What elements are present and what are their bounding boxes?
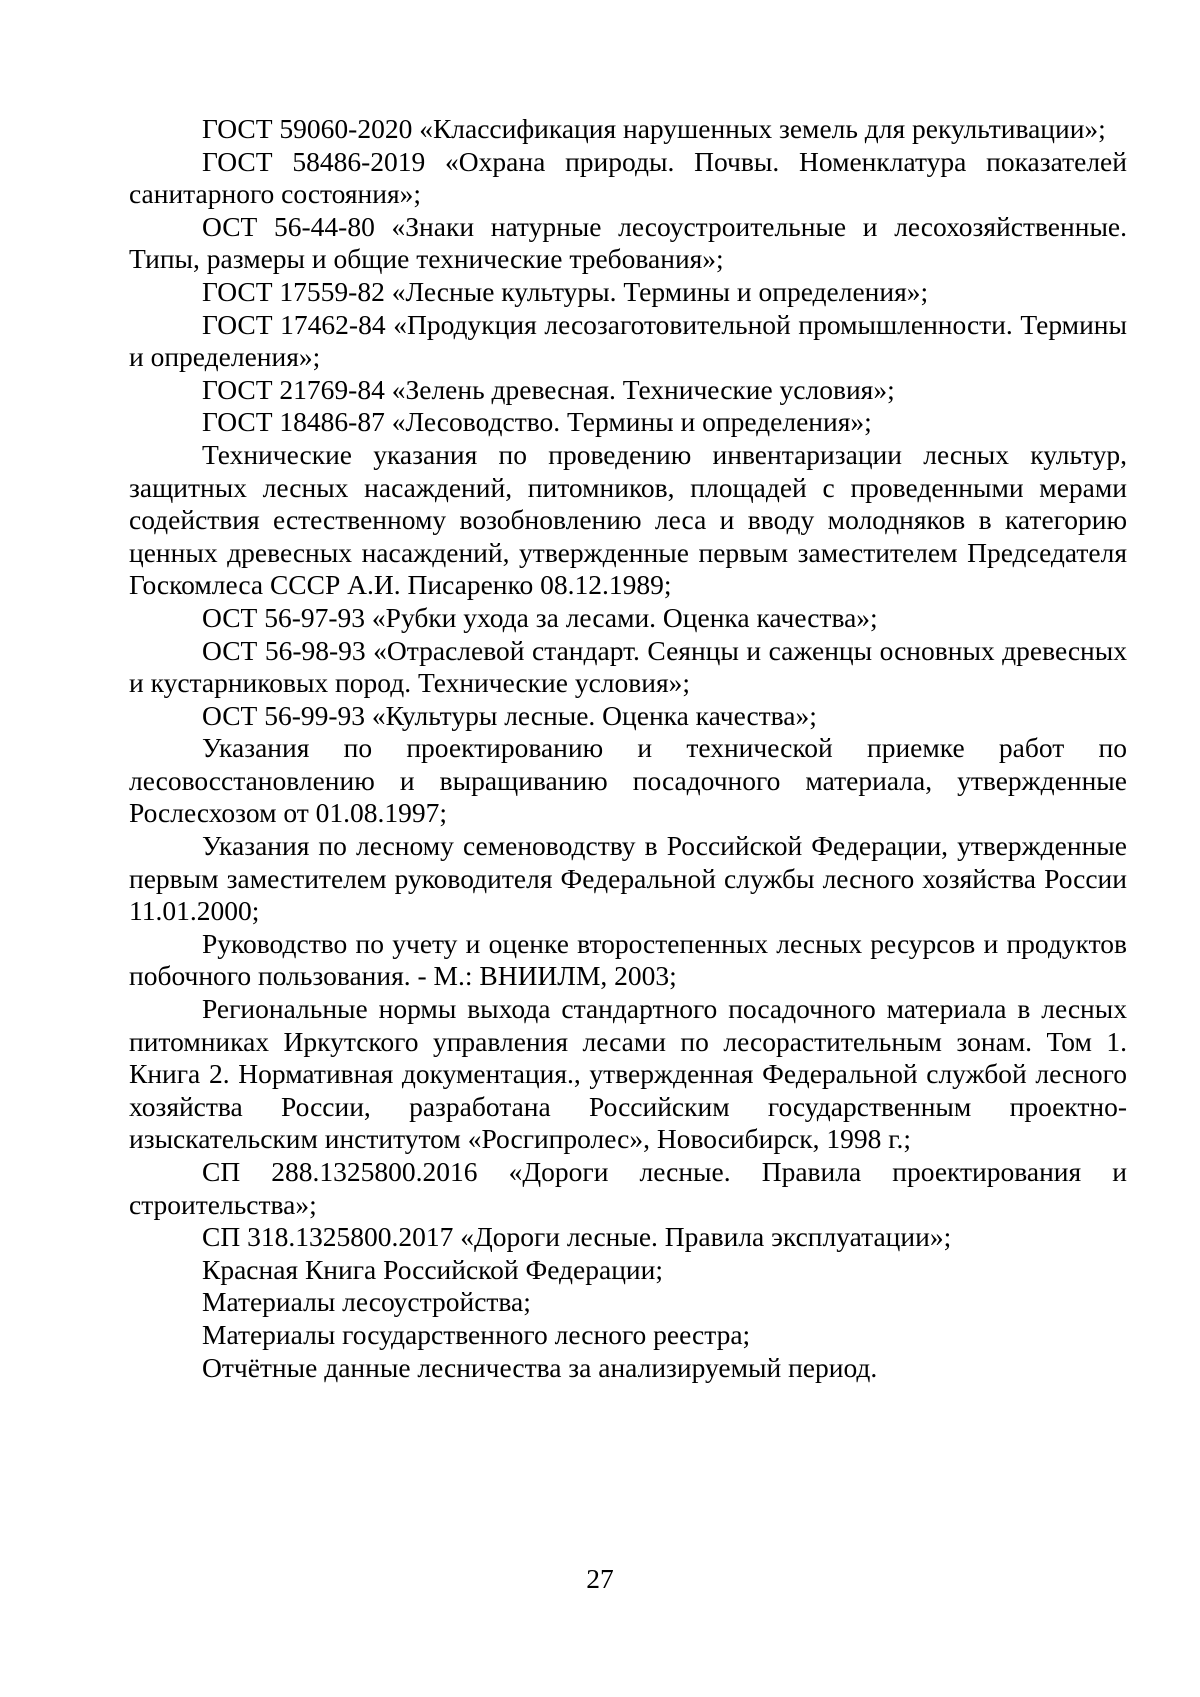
paragraph-ost-56-99-93: ОСТ 56-99-93 «Культуры лесные. Оценка качества»; xyxy=(202,699,817,731)
paragraph-ost-56-98-93: ОСТ 56-98-93 «Отраслевой стандарт. Сеянцы и саженцы основных древесных и кустарниковых пород. Технические условия»; xyxy=(129,634,1127,699)
paragraph-gost-21769: ГОСТ 21769-84 «Зелень древесная. Технические условия»; xyxy=(202,373,895,405)
paragraph-ost-56-44-80: ОСТ 56-44-80 «Знаки натурные лесоустроительные и лесохозяйственные. Типы, размеры и общие технические требования»; xyxy=(129,210,1127,275)
paragraph-regional-norms: Региональные нормы выхода стандартного посадочного материала в лесных питомниках Иркутского управления лесами по лесорастительным зонам. Том 1. Книга 2. Нормативная документация., утвержденная Федеральной службой лесного хозяйства России, разработана Российским государственным проектно-изыскательским институтом «Росгипролес», Новосибирск, 1998 г.; xyxy=(129,993,1127,1155)
paragraph-sp-318: СП 318.1325800.2017 «Дороги лесные. Правила эксплуатации»; xyxy=(202,1221,952,1253)
paragraph-sp-288: СП 288.1325800.2016 «Дороги лесные. Правила проектирования и строительства»; xyxy=(129,1156,1127,1220)
paragraph-gost-17462: ГОСТ 17462-84 «Продукция лесозаготовительной промышленности. Термины и определения»; xyxy=(129,308,1127,373)
paragraph-forestry-reports: Отчётные данные лесничества за анализируемый период. xyxy=(202,1351,878,1383)
paragraph-gost-59060: ГОСТ 59060-2020 «Классификация нарушенных земель для рекультивации»; xyxy=(202,113,1106,144)
paragraph-gost-58486: ГОСТ 58486-2019 «Охрана природы. Почвы. Номенклатура показателей санитарного состояния»; xyxy=(129,145,1127,210)
paragraph-secondary-resources-manual: Руководство по учету и оценке второстепенных лесных ресурсов и продуктов побочного пользования. - М.: ВНИИЛМ, 2003; xyxy=(129,927,1127,992)
document-body xyxy=(129,113,1127,1384)
paragraph-seed-guidelines: Указания по лесному семеноводству в Российской Федерации, утвержденные первым заместителем руководителя Федеральной службы лесного хозяйства России 11.01.2000; xyxy=(129,830,1127,927)
paragraph-red-book: Красная Книга Российской Федерации; xyxy=(202,1253,664,1285)
paragraph-gost-17559: ГОСТ 17559-82 «Лесные культуры. Термины и определения»; xyxy=(202,275,929,307)
paragraph-gost-18486: ГОСТ 18486-87 «Лесоводство. Термины и определения»; xyxy=(202,406,872,438)
paragraph-state-forest-register: Материалы государственного лесного реестра; xyxy=(202,1318,751,1350)
paragraph-reforestation-guidelines: Указания по проектированию и технической приемке работ по лесовосстановлению и выращиванию посадочного материала, утвержденные Рослесхозом от 01.08.1997; xyxy=(129,732,1127,829)
paragraph-forest-inventory-materials: Материалы лесоустройства; xyxy=(202,1286,531,1318)
paragraph-ost-56-97-93: ОСТ 56-97-93 «Рубки ухода за лесами. Оценка качества»; xyxy=(202,601,878,633)
paragraph-inventory-guidelines: Технические указания по проведению инвентаризации лесных культур, защитных лесных насаждений, питомников, площадей с проведенными мерами содействия естественному возобновлению леса и вводу молодняков в категорию ценных древесных насаждений, утвержденные первым заместителем Председателя Госкомлеса СССР А.И. Писаренко 08.12.1989; xyxy=(129,438,1127,601)
page-number: 27 xyxy=(586,1563,614,1594)
